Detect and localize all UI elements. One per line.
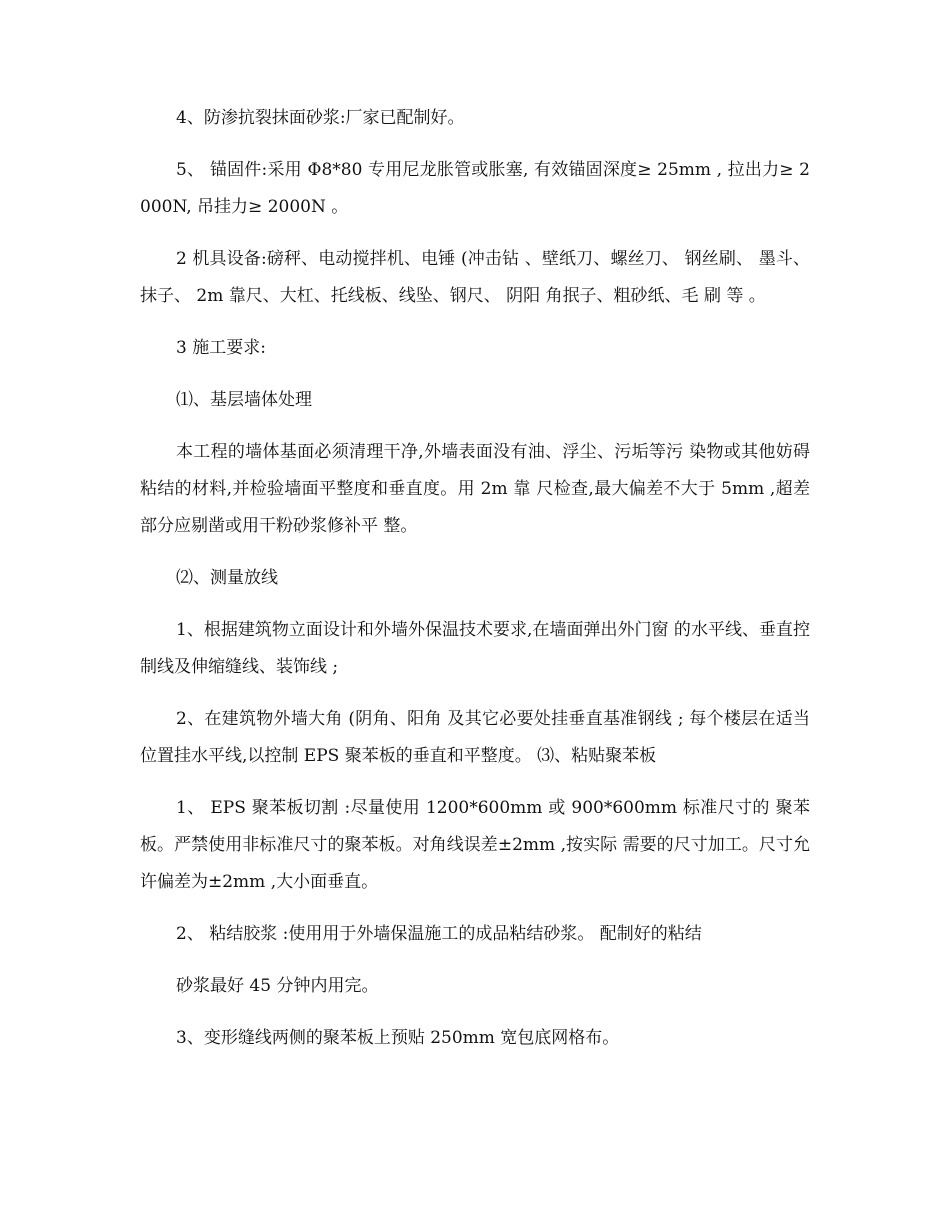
paragraph-mortar: 4、防渗抗裂抹面砂浆:厂家已配制好。 — [176, 108, 465, 128]
paragraph-reference-wires: 2、在建筑物外墙大角 (阴角、阳角 及其它必要处挂垂直基准钢线 ; 每个楼层在适当位置挂水平线,以控制 EPS 聚苯板的垂直和平整度。 ⑶、粘贴聚苯板 — [140, 709, 810, 766]
heading-base-wall-treatment: ⑴、基层墙体处理 — [176, 390, 312, 410]
paragraph-expansion-joints: 3、变形缝线两侧的聚苯板上预贴 250mm 宽包底网格布。 — [176, 1028, 620, 1048]
paragraph-equipment: 2 机具设备:磅秤、电动搅拌机、电锤 (冲击钻 、壁纸刀、螺丝刀、 钢丝刷、 墨斗、抹子、 2m 靠尺、大杠、托线板、线坠、钢尺、 阴阳 角抿子、粗砂纸、毛 刷 等 。 — [140, 249, 810, 306]
paragraph-adhesive: 2、 粘结胶浆 :使用用于外墙保温施工的成品粘结砂浆。 配制好的粘结 — [176, 924, 702, 944]
document-body — [140, 100, 810, 1072]
paragraph-wall-cleaning: 本工程的墙体基面必须清理干净,外墙表面没有油、浮尘、污垢等污 染物或其他妨碍粘结的材料,并检验墙面平整度和垂直度。用 2m 靠 尺检查,最大偏差不大于 5mm ,超差部分应剔凿或用干粉砂浆修补平 整。 — [140, 442, 810, 536]
paragraph-adhesive-continued: 砂浆最好 45 分钟内用完。 — [176, 976, 379, 996]
paragraph-anchors: 5、 锚固件:采用 Φ8*80 专用尼龙胀管或胀塞, 有效锚固深度≥ 25mm , 拉出力≥ 2000N, 吊挂力≥ 2000N 。 — [140, 160, 810, 217]
paragraph-eps-cutting: 1、 EPS 聚苯板切割 :尽量使用 1200*600mm 或 900*600mm 标准尺寸的 聚苯板。严禁使用非标准尺寸的聚苯板。对角线误差±2mm ,按实际 需要的尺寸加工。尺寸允许偏差为±2mm ,大小面垂直。 — [140, 798, 810, 892]
heading-construction-requirements: 3 施工要求: — [176, 338, 266, 358]
heading-survey-layout: ⑵、测量放线 — [176, 568, 278, 588]
paragraph-layout-lines: 1、根据建筑物立面设计和外墙外保温技术要求,在墙面弹出外门窗 的水平线、垂直控制线及伸缩缝线、装饰线 ; — [140, 620, 810, 677]
